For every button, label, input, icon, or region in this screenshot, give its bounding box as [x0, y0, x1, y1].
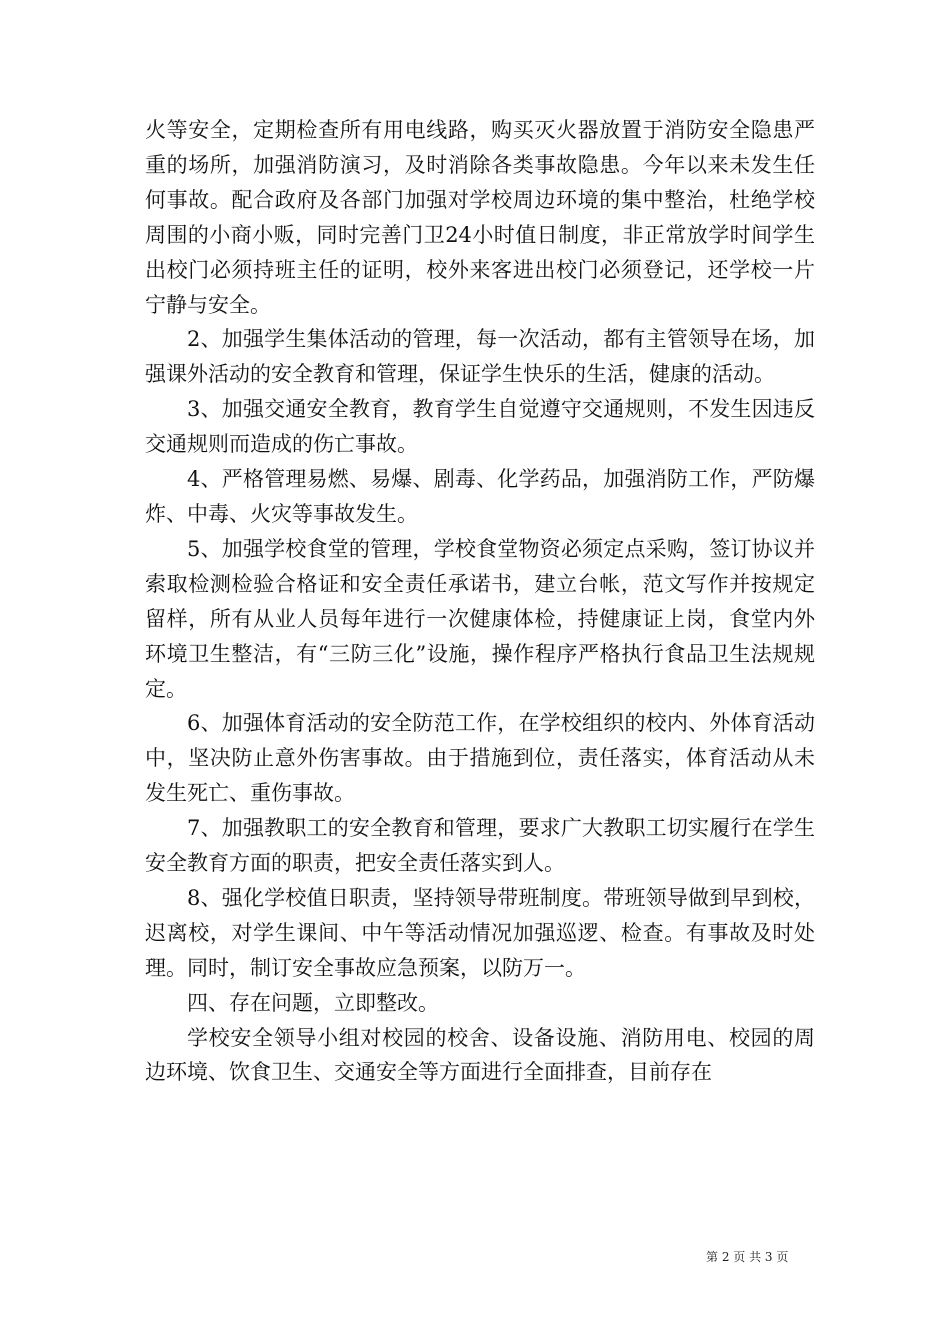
paragraph-8: 8、强化学校值日职责，坚持领导带班制度。带班领导做到早到校，迟离校，对学生课间、中午等活动情况加强巡逻、检查。有事故及时处理。同时，制订安全事故应急预案，以防万一。 [145, 885, 815, 980]
paragraph-7: 7、加强教职工的安全教育和管理，要求广大教职工切实履行在学生安全教育方面的职责，把安全责任落实到人。 [145, 816, 815, 876]
paragraph-4: 4、严格管理易燃、易爆、剧毒、化学药品，加强消防工作，严防爆炸、中毒、火灾等事故发生。 [145, 467, 815, 526]
paragraph-3: 3、加强交通安全教育，教育学生自觉遵守交通规则，不发生因违反交通规则而造成的伤亡事故。 [145, 397, 815, 457]
paragraph-5: 5、加强学校食堂的管理，学校食堂物资必须定点采购，签订协议并索取检测检验合格证和安全责任承诺书，建立台帐，范文写作并按规定留样，所有从业人员每年进行一次健康体检，持健康证上岗，食堂内外环境卫生整洁，有“三防三化”设施，操作程序严格执行食品卫生法规规定。 [145, 536, 815, 701]
paragraph-9: 学校安全领导小组对校园的校舍、设备设施、消防用电、校园的周边环境、饮食卫生、交通安全等方面进行全面排查，目前存在 [145, 1025, 815, 1085]
document-body [145, 113, 815, 1090]
paragraph-2: 2、加强学生集体活动的管理，每一次活动，都有主管领导在场，加强课外活动的安全教育和管理，保证学生快乐的生活，健康的活动。 [145, 327, 815, 387]
paragraph-1: 火等安全，定期检查所有用电线路，购买灭火器放置于消防安全隐患严重的场所，加强消防演习，及时消除各类事故隐患。今年以来未发生任何事故。配合政府及各部门加强对学校周边环境的集中整治，杜绝学校周围的小商小贩，同时完善门卫24小时值日制度，非正常放学时间学生出校门必须持班主任的证明，校外来客进出校门必须登记，还学校一片宁静与安全。 [145, 118, 815, 317]
page-number: 第 2 页 共 3 页 [706, 1250, 789, 1264]
section-heading: 四、存在问题，立即整改。 [187, 990, 439, 1015]
paragraph-6: 6、加强体育活动的安全防范工作，在学校组织的校内、外体育活动中，坚决防止意外伤害事故。由于措施到位，责任落实，体育活动从未发生死亡、重伤事故。 [145, 711, 815, 806]
